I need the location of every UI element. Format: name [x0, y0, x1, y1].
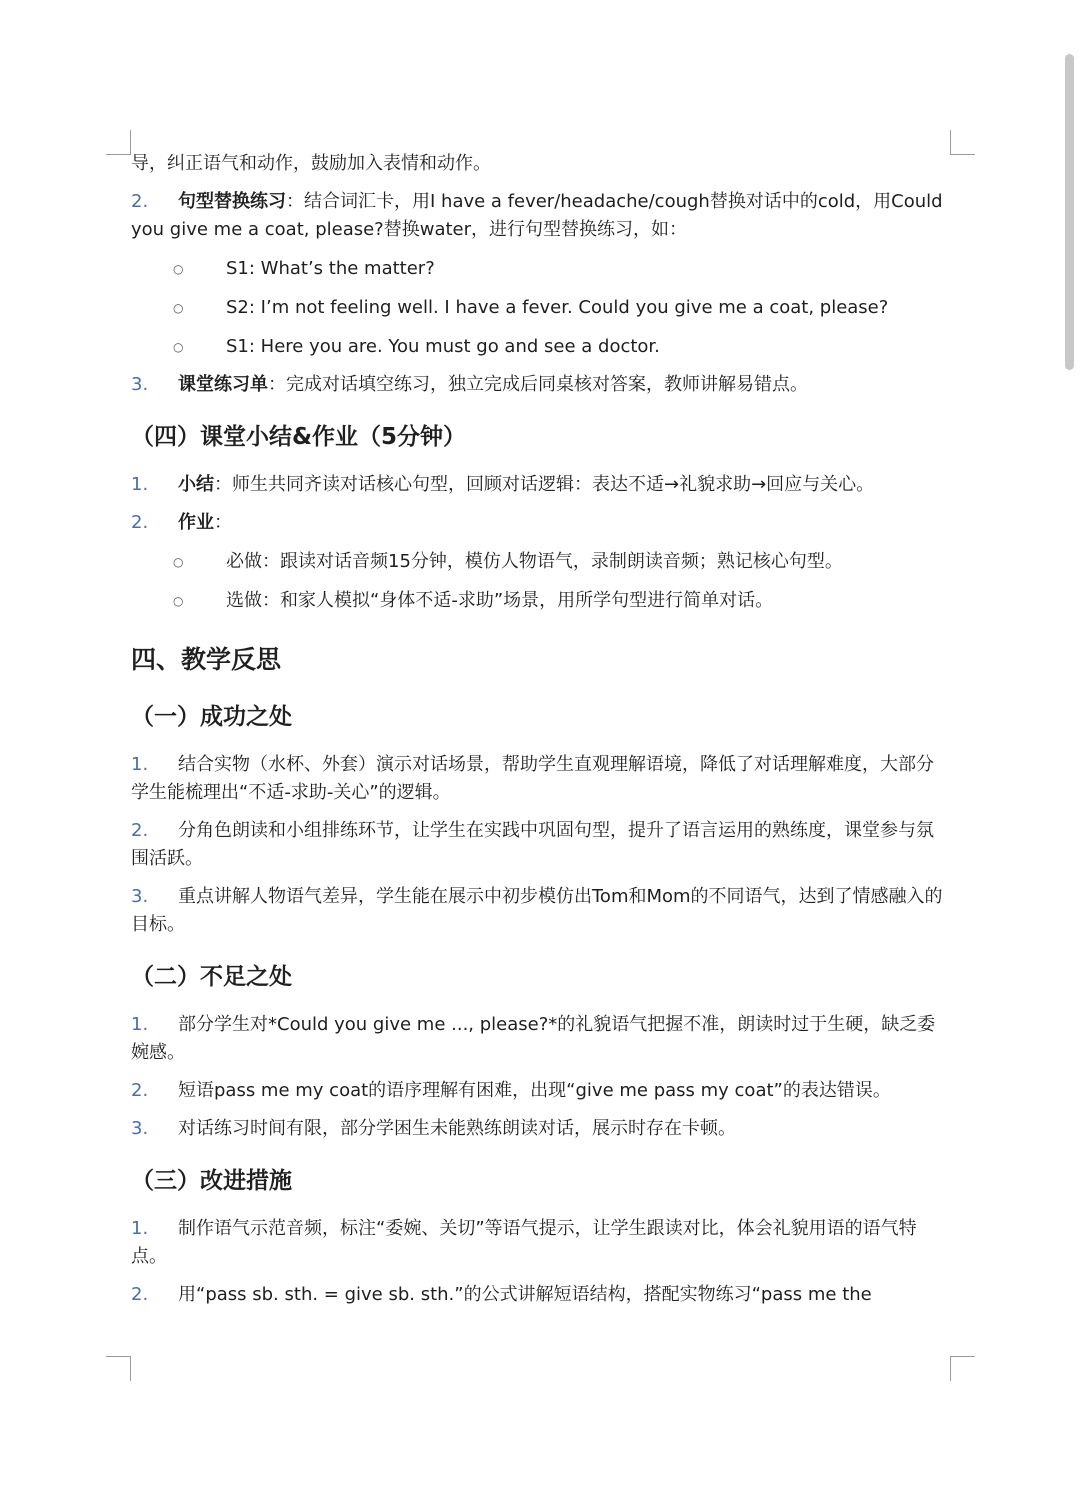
dialogue-example [131, 255, 947, 283]
list-item-text: 对话练习时间有限，部分学困生未能熟练朗读对话，展示时存在卡顿。 [178, 1118, 736, 1139]
document-body [131, 150, 947, 1309]
homework-text: 必做：跟读对话音频15分钟，模仿人物语气，录制朗读音频；熟记核心句型。 [226, 551, 843, 572]
list-item-text: 短语pass me my coat的语序理解有困难，出现“give me pass my coat”的表达错误。 [178, 1080, 891, 1101]
list-item [131, 1215, 947, 1271]
list-number: 1. [131, 1014, 149, 1035]
list-number: 3. [131, 374, 149, 395]
item-text: ：师生共同齐读对话核心句型，回顾对话逻辑：表达不适→礼貌求助→回应与关心。 [214, 474, 875, 495]
hollow-circle-bullet-icon: ○ [173, 301, 184, 315]
list-number: 3. [131, 1118, 149, 1139]
homework-item [131, 548, 947, 576]
list-item-text: 重点讲解人物语气差异，学生能在展示中初步模仿出Tom和Mom的不同语气，达到了情感融入的目标。 [131, 886, 943, 935]
list-item-body [178, 509, 947, 537]
item-title: 句型替换练习 [178, 191, 286, 212]
page-corner-bottom-right [950, 1356, 975, 1381]
list-item-homework [131, 509, 947, 537]
list-item-text: 用“pass sb. sth. = give sb. sth.”的公式讲解短语结构，搭配实物练习“pass me the [178, 1284, 872, 1305]
dialogue-example [131, 294, 947, 322]
list-item-body [131, 471, 947, 499]
list-item-text: 部分学生对*Could you give me ..., please?*的礼貌语气把握不准，朗读时过于生硬，缺乏委婉感。 [131, 1014, 936, 1063]
list-number: 1. [131, 1218, 149, 1239]
subsection-heading-improvements: （三）改进措施 [131, 1168, 292, 1194]
list-item-worksheet [131, 371, 947, 399]
intro-line: 导，纠正语气和动作，鼓励加入表情和动作。 [131, 153, 491, 174]
list-item-text: 结合实物（水杯、外套）演示对话场景，帮助学生直观理解语境，降低了对话理解难度，大部分学生能梳理出“不适-求助-关心”的逻辑。 [131, 754, 934, 803]
page-corner-top-right [950, 130, 975, 155]
item-text: ：完成对话填空练习，独立完成后同桌核对答案，教师讲解易错点。 [268, 374, 808, 395]
item-text: ：结合词汇卡，用I have a fever/headache/cough替换对话中的cold，用Could you give me a coat, please?替换water，进行句型替换练习，如： [131, 191, 943, 240]
list-item-text: 制作语气示范音频，标注“委婉、关切”等语气提示，让学生跟读对比，体会礼貌用语的语气特点。 [131, 1218, 917, 1267]
list-item-summary [131, 471, 947, 499]
hollow-circle-bullet-icon: ○ [173, 340, 184, 354]
hollow-circle-bullet-icon: ○ [173, 262, 184, 276]
list-item [131, 817, 947, 873]
section-heading-summary: （四）课堂小结&作业（5分钟） [131, 424, 467, 450]
list-item-body [178, 371, 947, 399]
subsection-heading-shortcomings: （二）不足之处 [131, 964, 292, 990]
dialogue-line: S1: Here you are. You must go and see a doctor. [226, 336, 660, 357]
list-item-text: 分角色朗读和小组排练环节，让学生在实践中巩固句型，提升了语言运用的熟练度，课堂参与氛围活跃。 [131, 820, 934, 869]
list-number: 2. [131, 1080, 149, 1101]
dialogue-line: S1: What’s the matter? [226, 258, 435, 279]
hollow-circle-bullet-icon: ○ [173, 555, 184, 569]
homework-text: 选做：和家人模拟“身体不适-求助”场景，用所学句型进行简单对话。 [226, 590, 774, 611]
hollow-circle-bullet-icon: ○ [173, 594, 184, 608]
list-item [131, 1011, 947, 1067]
dialogue-line: S2: I’m not feeling well. I have a fever. Could you give me a coat, please? [226, 297, 889, 318]
scrollbar-thumb[interactable] [1065, 54, 1074, 370]
item-text: ： [214, 512, 232, 533]
list-item [131, 751, 947, 807]
list-item [131, 1115, 947, 1143]
list-number: 2. [131, 1284, 149, 1305]
list-item [131, 883, 947, 939]
item-title: 课堂练习单 [178, 374, 268, 395]
dialogue-example [131, 333, 947, 361]
list-number: 2. [131, 191, 149, 212]
subsection-heading-success: （一）成功之处 [131, 704, 292, 730]
item-title: 小结 [178, 474, 214, 495]
list-number: 1. [131, 754, 149, 775]
section-heading-reflection: 四、教学反思 [131, 645, 282, 674]
list-item-body [131, 188, 947, 244]
page-corner-top-left [106, 130, 131, 155]
list-number: 3. [131, 886, 149, 907]
vertical-scrollbar[interactable] [1058, 0, 1080, 1506]
list-number: 2. [131, 820, 149, 841]
page-corner-bottom-left [106, 1356, 131, 1381]
list-item [131, 1281, 947, 1309]
list-number: 2. [131, 512, 149, 533]
item-title: 作业 [178, 512, 214, 533]
list-item-pattern-practice [131, 188, 947, 244]
homework-item [131, 587, 947, 615]
list-number: 1. [131, 474, 149, 495]
list-item [131, 1077, 947, 1105]
